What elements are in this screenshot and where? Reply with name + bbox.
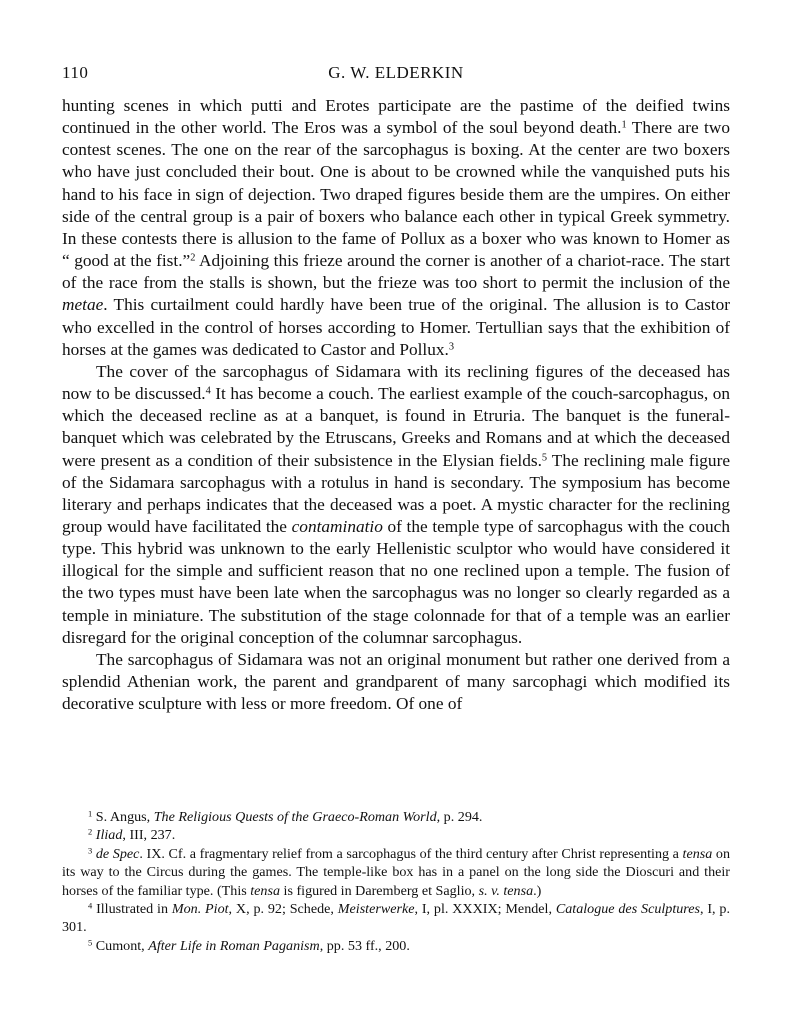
text-run: is figured in Daremberg et Saglio, bbox=[280, 882, 479, 899]
italic-text: tensa bbox=[682, 845, 713, 862]
footnote-marker: 2 bbox=[190, 252, 196, 264]
text-run: , p. 294. bbox=[436, 809, 483, 825]
footnotes bbox=[62, 808, 730, 955]
text-run: . IX. Cf. a fragmentary relief from a sarcophagus of the third century after Christ representing a bbox=[139, 845, 683, 862]
footnote-marker: 5 bbox=[541, 451, 548, 463]
italic-text: de Spec bbox=[95, 845, 140, 862]
page-number: 110 bbox=[62, 63, 89, 82]
text-run: Cumont, bbox=[92, 937, 149, 954]
italic-text: The Religious Quests of the Graeco-Roman World bbox=[153, 809, 437, 825]
italic-text: Catalogue des Sculptures bbox=[555, 901, 700, 918]
text-run: , pp. 53 ff., 200. bbox=[319, 937, 410, 954]
italic-text: contaminatio bbox=[291, 516, 383, 536]
text-run: It has become a couch. The earliest example of the couch-sarcophagus, on which the deceased recline as at a banquet, is found in Etruria. The banquet is the funeral-banquet which was celebrated by the Etruscans, Greeks and Romans and at which the deceased were present as a condition of their subsistence in the Elysian fields. bbox=[62, 384, 730, 470]
text-run: Adjoining this frieze around the corner is another of a chariot-race. The start of the race from the stalls is shown, but the frieze was too short to permit the inclusion of the bbox=[62, 251, 731, 293]
paragraph bbox=[62, 95, 730, 361]
text-run: The sarcophagus of Sidamara was not an original monument but rather one derived from a splendid Athenian work, the parent and grandparent of many sarcophagi which modified its decorative sculpture with less or more freedom. Of one of bbox=[62, 649, 730, 714]
text-run: , I, pl. XXXIX; Mendel, bbox=[414, 901, 556, 918]
text-run: There are two contest scenes. The one on the rear of the sarcophagus is boxing. At the center are two boxers who have just concluded their bout. One is about to be crowned while the vanquished puts his hand to his face in sign of dejection. Two draped figures beside them are the umpires. On either side of the central group is a pair of boxers who balance each other in typical Greek symmetry. In these contests there is allusion to the fame of Pollux as a boxer who was known to Homer as “ good at the fist.” bbox=[62, 118, 730, 271]
italic-text: Mon. Piot bbox=[171, 901, 229, 918]
italic-text: After Life in Roman Paganism bbox=[148, 937, 320, 954]
footnote-marker: 3 bbox=[88, 845, 93, 856]
footnote-marker: 5 bbox=[88, 937, 93, 948]
text-run: The cover of the sarcophagus of Sidamara with its reclining figures of the deceased has now to be discussed. bbox=[62, 361, 730, 404]
paragraph bbox=[62, 649, 730, 715]
main-text bbox=[62, 95, 730, 715]
italic-text: metae bbox=[62, 295, 104, 315]
paragraph bbox=[62, 361, 730, 649]
footnote bbox=[62, 937, 730, 955]
footnote bbox=[62, 900, 730, 937]
running-head: G. W. ELDERKIN bbox=[328, 63, 464, 82]
text-run: , I, p. 301. bbox=[62, 901, 730, 936]
footnote bbox=[62, 826, 730, 844]
text-run: The reclining male figure of the Sidamara sarcophagus with a rotulus in hand is secondary. The symposium has become literary and perhaps indicates that the deceased was a poet. A mystic character for the reclining group would have facilitated the bbox=[62, 450, 730, 536]
footnote-marker: 1 bbox=[88, 808, 93, 819]
italic-text: tensa bbox=[250, 882, 281, 899]
footnote-marker: 3 bbox=[448, 341, 455, 353]
italic-text: Iliad bbox=[95, 827, 123, 844]
footnote bbox=[62, 808, 730, 826]
text-run: hunting scenes in which putti and Erotes participate are the pastime of the deified twins continued in the other world. The Eros was a symbol of the soul beyond death. bbox=[62, 96, 730, 138]
text-run: , X, p. 92; Schede, bbox=[228, 901, 338, 918]
footnote-marker: 1 bbox=[621, 119, 627, 131]
page-header bbox=[62, 63, 730, 85]
italic-text: Meisterwerke bbox=[337, 901, 415, 918]
footnote-marker: 4 bbox=[88, 900, 93, 911]
text-run: on its way to the Circus during the games. The temple-like box has in a panel on the long side the Dioscuri and their horses of the familiar type. (This bbox=[62, 845, 731, 899]
text-run: . This curtailment could hardly have been true of the original. The allusion is to Castor who excelled in the control of horses according to Homer. Tertullian says that the exhibition of horses at the games was dedicated to Castor and Pollux. bbox=[62, 295, 730, 359]
footnote-marker: 2 bbox=[88, 826, 93, 837]
text-run: , III, 237. bbox=[122, 827, 176, 844]
text-run: S. Angus, bbox=[92, 809, 154, 825]
footnote-marker: 4 bbox=[205, 385, 211, 397]
text-run: of the temple type of sarcophagus with the couch type. This hybrid was unknown to the early Hellenistic sculptor who would have considered it illogical for the simple and sufficient reason that no one reclined upon a temple. The fusion of the two types must have been late when the sarcophagus was no longer so clearly regarded as a temple in miniature. The substitution of the stage colonnade for that of a temple was an earlier disregard for the original conception of the columnar sarcophagus. bbox=[62, 516, 730, 647]
footnote bbox=[62, 845, 730, 900]
italic-text: s. v. tensa bbox=[478, 882, 534, 899]
text-run: .) bbox=[533, 882, 542, 899]
text-run: Illustrated in bbox=[92, 901, 172, 918]
